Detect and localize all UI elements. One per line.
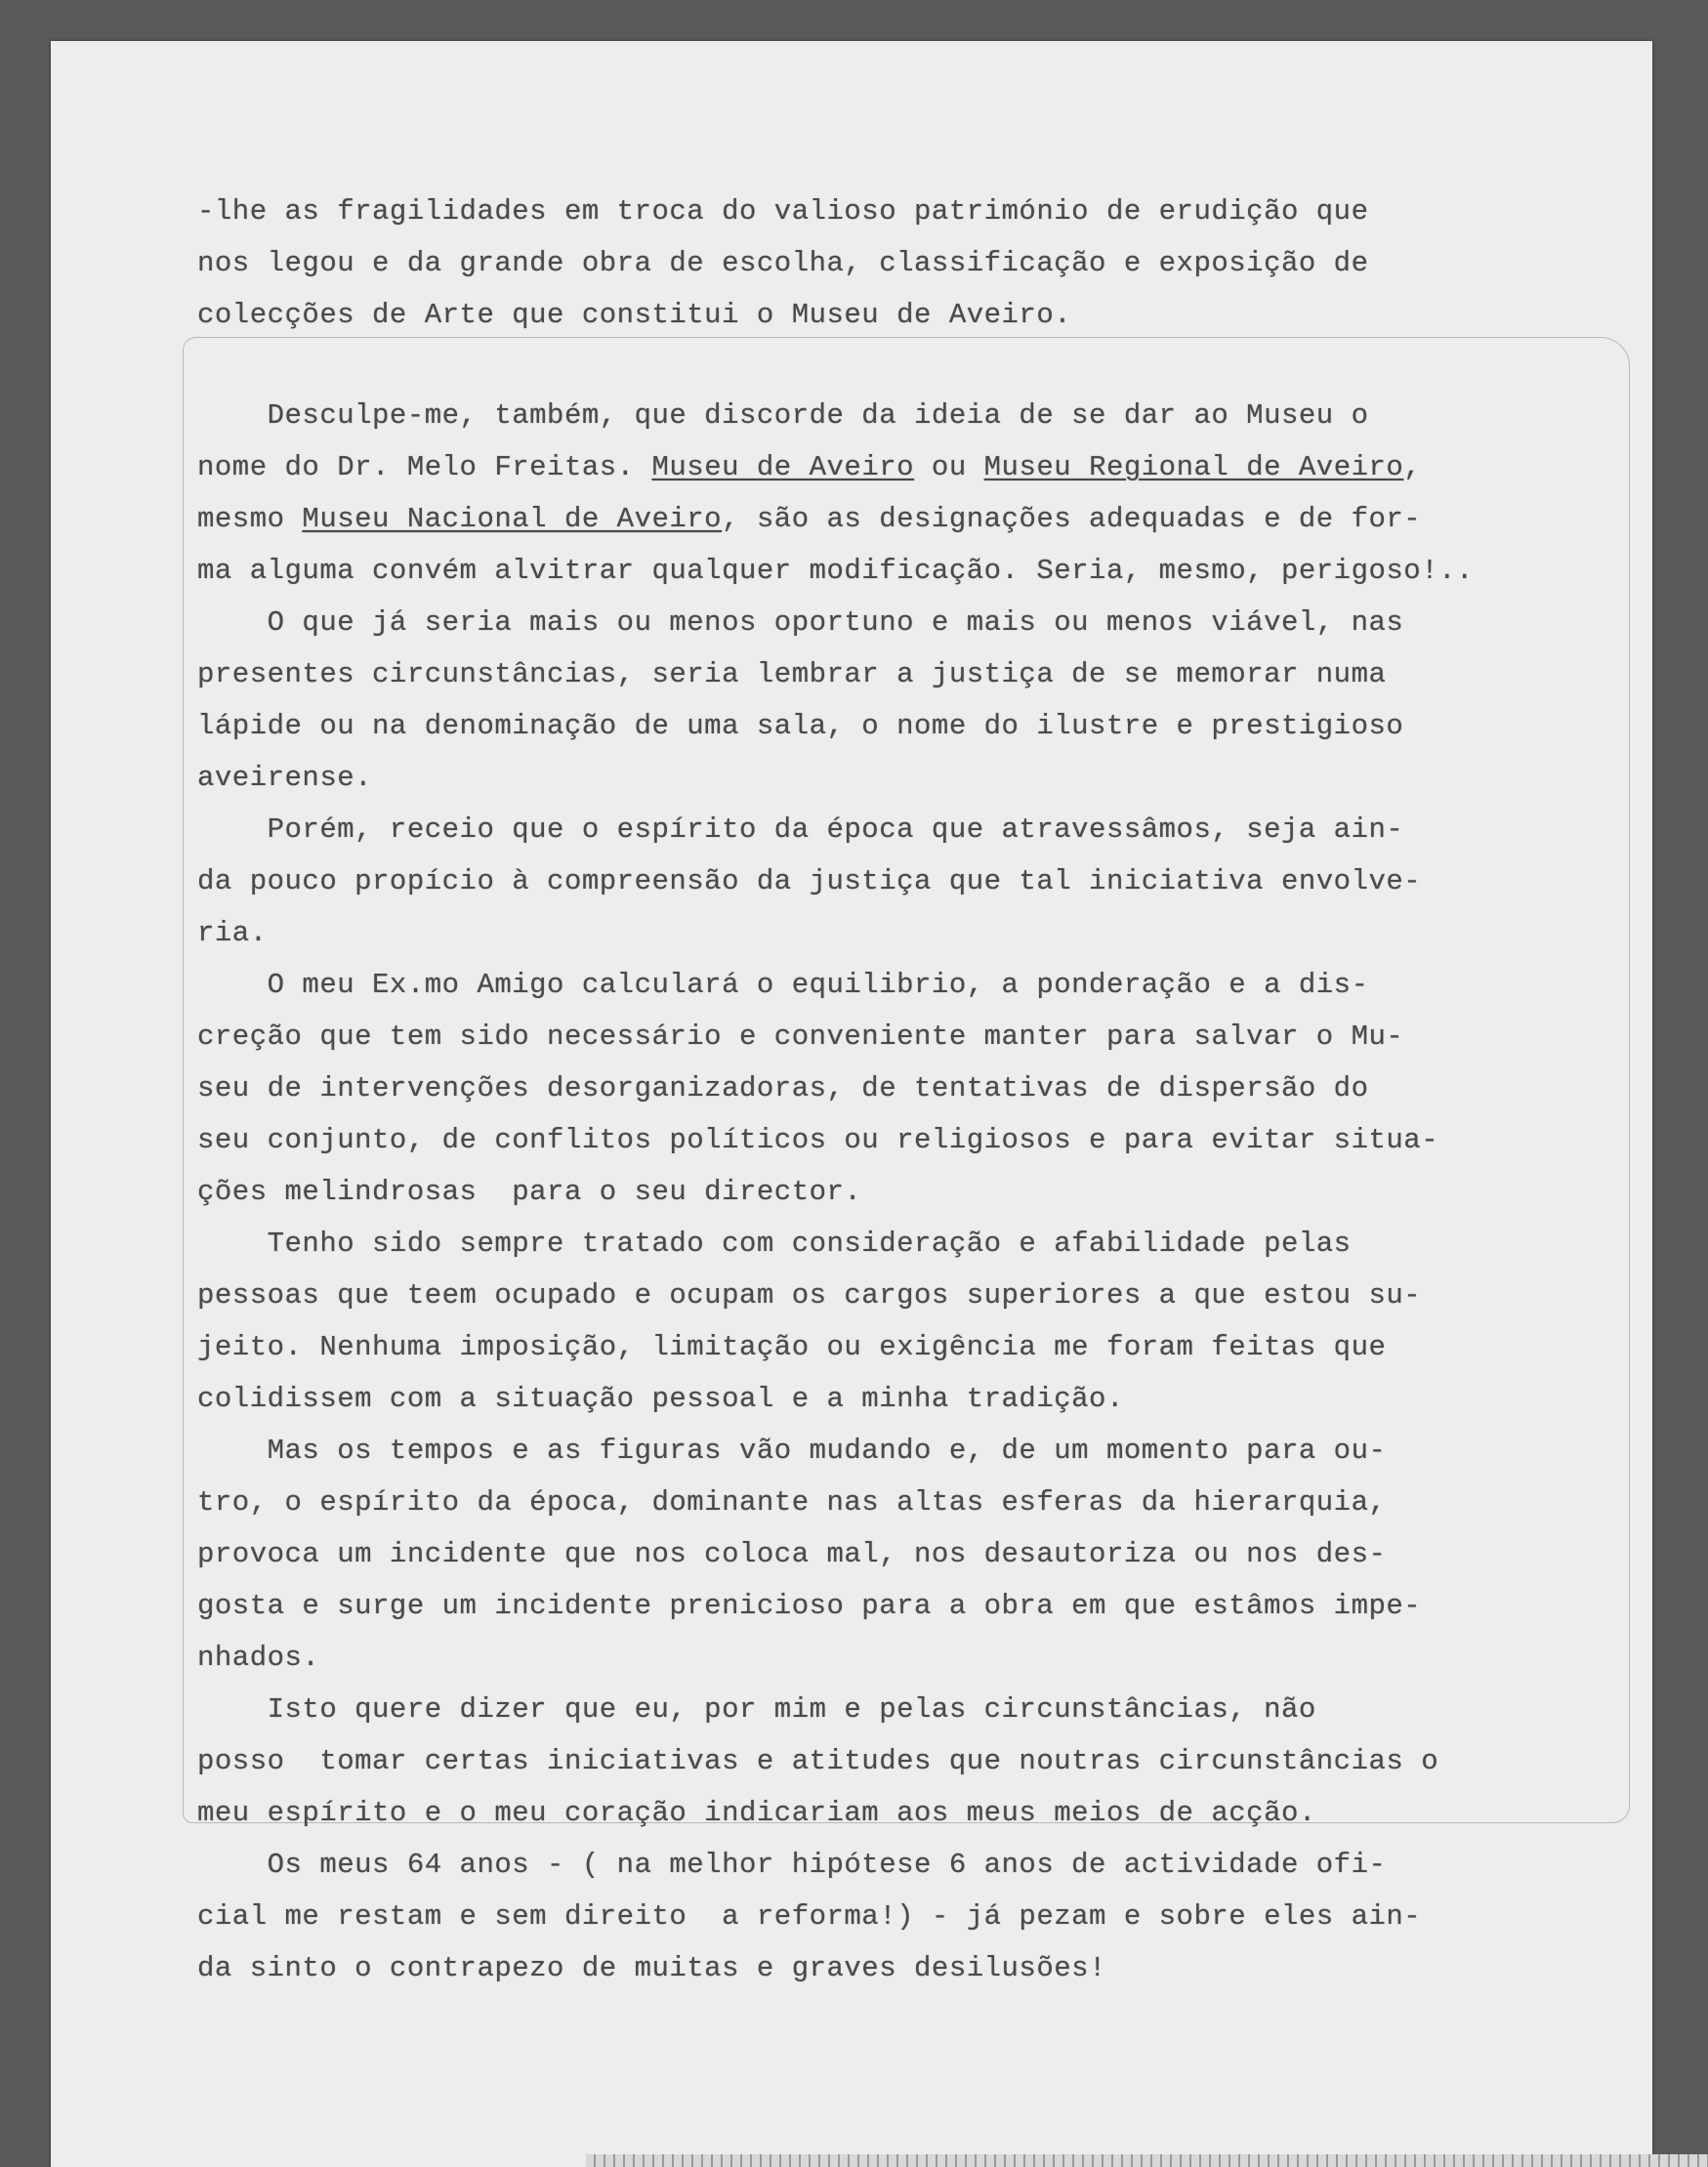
text-line-6-end: , são as designações adequadas e de for- — [722, 503, 1422, 535]
text-line-34: da sinto o contrapezo de muitas e graves desilusões! — [197, 1952, 1106, 1984]
text-line-25: tro, o espírito da época, dominante nas altas esferas da hierarquia, — [197, 1486, 1387, 1519]
text-line-4: Desculpe-me, também, que discorde da ideia de se dar ao Museu o — [197, 399, 1369, 432]
text-line-32: Os meus 64 anos - ( na melhor hipótese 6 anos de actividade ofi- — [197, 1849, 1387, 1881]
text-line-21: pessoas que teem ocupado e ocupam os cargos superiores a que estou su- — [197, 1279, 1422, 1312]
scan-scale-ruler — [586, 2154, 1708, 2167]
text-line-29: Isto quere dizer que eu, por mim e pelas circunstâncias, não — [197, 1693, 1316, 1726]
text-line-10: lápide ou na denominação de uma sala, o nome do ilustre e prestigioso — [197, 710, 1404, 742]
text-line-16: creção que tem sido necessário e conveniente manter para salvar o Mu- — [197, 1021, 1404, 1053]
text-line-2: nos legou e da grande obra de escolha, classificação e exposição de — [197, 247, 1369, 279]
text-line-24: Mas os tempos e as figuras vão mudando e, de um momento para ou- — [197, 1435, 1387, 1467]
text-line-1: -lhe as fragilidades em troca do valioso património de erudição que — [197, 195, 1369, 228]
text-line-14: ria. — [197, 917, 268, 949]
text-line-27: gosta e surge um incidente prenicioso para a obra em que estâmos impe- — [197, 1590, 1422, 1622]
text-line-13: da pouco propício à compreensão da justiça que tal iniciativa envolve- — [197, 865, 1422, 897]
text-line-22: jeito. Nenhuma imposição, limitação ou exigência me foram feitas que — [197, 1331, 1387, 1363]
text-line-33: cial me restam e sem direito a reforma!) - já pezam e sobre eles ain- — [197, 1900, 1422, 1933]
text-line-5-end: , — [1403, 451, 1422, 483]
underlined-museu-regional: Museu Regional de Aveiro — [983, 451, 1404, 483]
text-line-30: posso tomar certas iniciativas e atitudes que noutras circunstâncias o — [197, 1745, 1439, 1777]
text-line-26: provoca um incidente que nos coloca mal, nos desautoriza ou nos des- — [197, 1538, 1387, 1570]
text-line-7: ma alguma convém alvitrar qualquer modificação. Seria, mesmo, perigoso!.. — [197, 555, 1474, 587]
text-line-31: meu espírito e o meu coração indicariam aos meus meios de acção. — [197, 1797, 1316, 1829]
text-line-6 — [197, 493, 1421, 546]
text-line-9: presentes circunstâncias, seria lembrar a justiça de se memorar numa — [197, 658, 1387, 690]
underlined-museu-nacional: Museu Nacional de Aveiro — [302, 503, 723, 535]
text-line-17: seu de intervenções desorganizadoras, de tentativas de dispersão do — [197, 1072, 1369, 1104]
text-line-11: aveirense. — [197, 762, 373, 794]
text-line-20: Tenho sido sempre tratado com consideração e afabilidade pelas — [197, 1228, 1352, 1260]
text-line-3: colecções de Arte que constitui o Museu de Aveiro. — [197, 299, 1072, 331]
underlined-museu-de-aveiro: Museu de Aveiro — [651, 451, 915, 483]
text-line-8: O que já seria mais ou menos oportuno e mais ou menos viável, nas — [197, 606, 1404, 639]
text-line-19: ções melindrosas para o seu director. — [197, 1176, 862, 1208]
text-line-6-start: mesmo — [197, 503, 285, 535]
text-line-5 — [197, 441, 1421, 494]
text-line-12: Porém, receio que o espírito da época que atravessâmos, seja ain- — [197, 813, 1404, 846]
text-line-5-mid: ou — [914, 451, 984, 483]
text-line-18: seu conjunto, de conflitos políticos ou religiosos e para evitar situa- — [197, 1124, 1439, 1156]
text-line-15: O meu Ex.mo Amigo calculará o equilibrio, a ponderação e a dis- — [197, 969, 1369, 1001]
text-line-5-start: nome do Dr. Melo Freitas. — [197, 451, 635, 483]
document-page — [51, 41, 1652, 2167]
text-line-28: nhados. — [197, 1642, 320, 1674]
text-line-23: colidissem com a situação pessoal e a minha tradição. — [197, 1383, 1124, 1415]
